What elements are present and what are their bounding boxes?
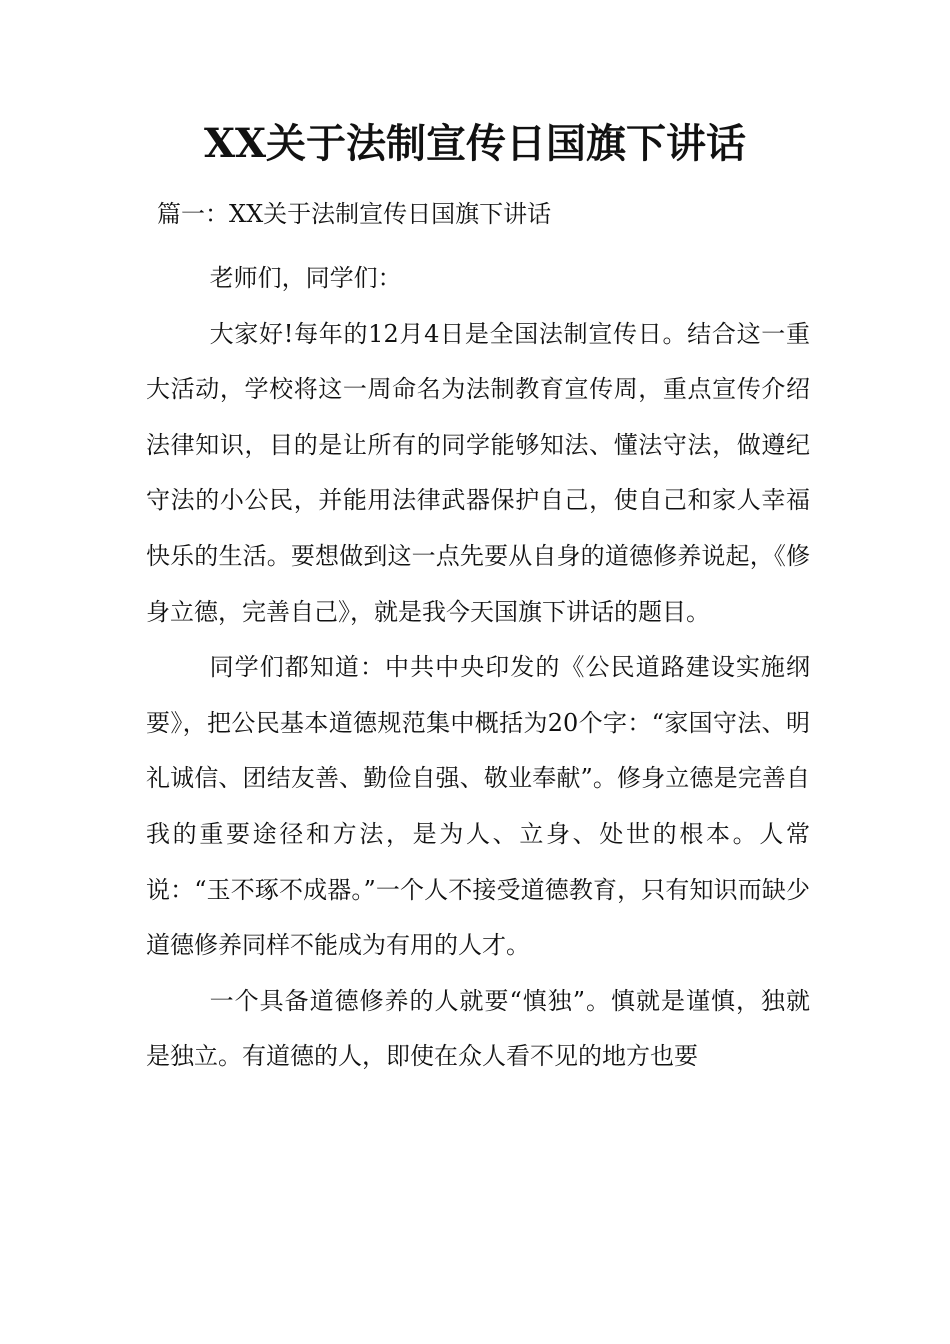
- document-body: [146, 251, 810, 1085]
- document-subtitle: 篇一：XX关于法制宣传日国旗下讲话: [157, 200, 552, 228]
- document-title: XX关于法制宣传日国旗下讲话: [203, 120, 747, 167]
- paragraph-3: 一个具备道德修养的人就要“慎独”。慎就是谨慎，独就是独立。有道德的人，即使在众人看不见的地方也要: [146, 986, 810, 1071]
- paragraph-1: 大家好!每年的12月4日是全国法制宣传日。结合这一重大活动，学校将这一周命名为法制教育宣传周，重点宣传介绍法律知识，目的是让所有的同学能够知法、懂法守法，做遵纪守法的小公民，并能用法律武器保护自己，使自己和家人幸福快乐的生活。要想做到这一点先要从自身的道德修养说起，《修身立德，完善自己》，就是我今天国旗下讲话的题目。: [146, 319, 810, 626]
- paragraph-2: 同学们都知道：中共中央印发的《公民道路建设实施纲要》，把公民基本道德规范集中概括为20个字：“家国守法、明礼诚信、团结友善、勤俭自强、敬业奉献”。修身立德是完善自我的重要途径和方法，是为人、立身、处世的根本。人常说：“玉不琢不成器。”一个人不接受道德教育，只有知识而缺少道德修养同样不能成为有用的人才。: [146, 653, 810, 960]
- paragraph-greeting: 老师们，同学们：: [209, 264, 402, 292]
